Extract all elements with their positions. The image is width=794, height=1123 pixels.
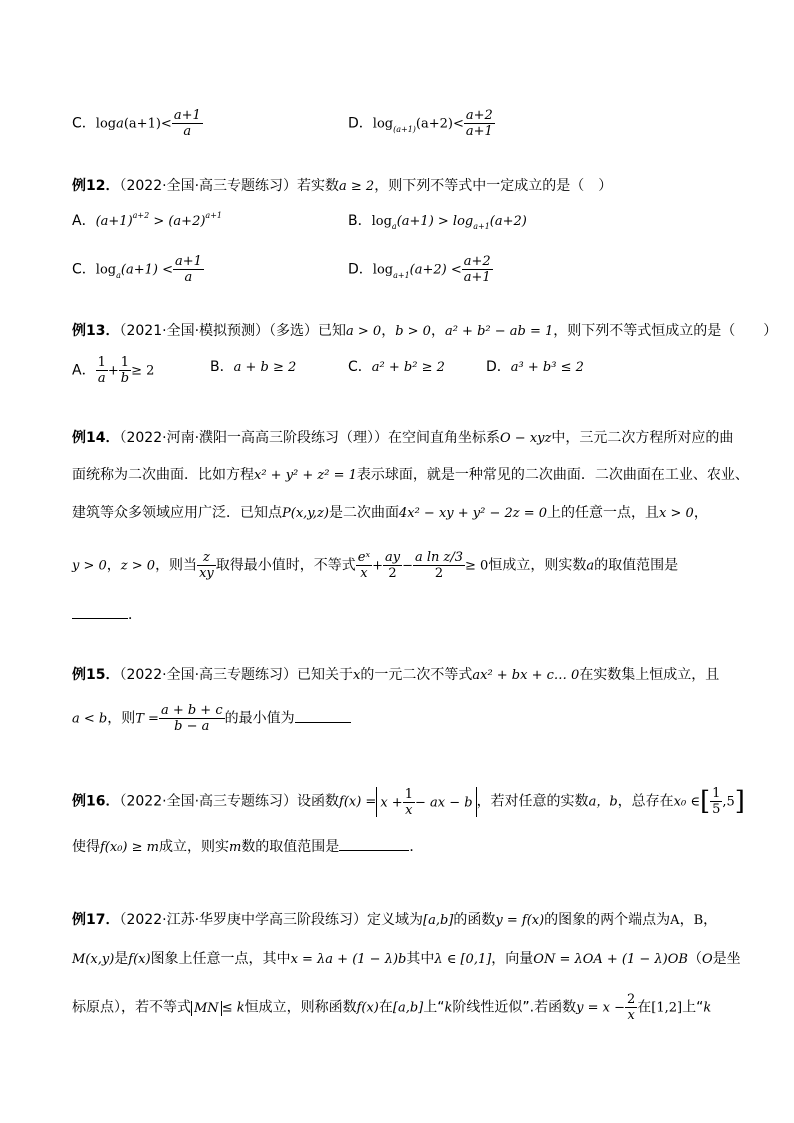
text: 是二次曲面 — [328, 505, 399, 521]
example-12-option-a — [72, 212, 222, 232]
text: 的取值范围是 — [594, 557, 679, 574]
text: 在空间直角坐标系 — [388, 430, 501, 446]
example-13-option-d — [486, 358, 584, 377]
math-subscript: a+1 — [473, 222, 490, 231]
text: 在 — [378, 999, 393, 1016]
math: M(x,y) — [72, 952, 115, 967]
example-13-option-a — [72, 355, 154, 386]
text: 图象上任意一点，其中 — [150, 951, 291, 967]
fraction — [462, 254, 493, 285]
math: > (a+2) — [149, 214, 206, 229]
math: a + b ≥ 2 — [233, 360, 297, 375]
text: 取得最小值时，不等式 — [215, 557, 356, 574]
fraction — [710, 786, 722, 817]
math: log — [371, 214, 392, 229]
numerator: 1 — [404, 786, 413, 802]
example-12-option-c — [72, 254, 204, 285]
example-15-line-2 — [72, 703, 351, 734]
example-13-option-b — [210, 358, 296, 377]
option-label: D． — [348, 261, 373, 278]
text: 定义域为 — [367, 912, 424, 928]
text: ，则下列不等式中一定成立的是（ ） — [374, 178, 613, 194]
math: z > 0 — [120, 558, 156, 574]
answer-blank[interactable] — [72, 604, 128, 619]
numerator: a ln z/3 — [414, 550, 464, 565]
denominator: a+1 — [463, 270, 491, 285]
option-label: C． — [72, 115, 96, 132]
math: k — [703, 1000, 712, 1016]
example-source: （2022·全国·高三专题练习） — [119, 667, 298, 683]
math: a < b — [72, 711, 108, 727]
text: 在 — [637, 999, 652, 1016]
math: ≥ 2 — [131, 363, 155, 379]
fraction — [172, 108, 203, 139]
text: 设函数 — [297, 793, 340, 810]
fraction — [413, 550, 465, 581]
math: f(x) — [128, 952, 151, 967]
example-14-line-2 — [72, 466, 749, 485]
math: a² + b² − ab = 1 — [444, 324, 554, 339]
math: O − xyz — [500, 431, 552, 446]
math: m — [228, 840, 242, 855]
option-label: B． — [210, 359, 234, 375]
text: 在实数集上恒成立，且 — [579, 667, 720, 683]
text: ，则 — [107, 710, 136, 727]
option-label: B． — [348, 213, 372, 229]
example-13-question — [72, 322, 777, 341]
math: x > 0 — [659, 506, 694, 521]
math: b > 0 — [395, 324, 431, 339]
denominator: 5 — [712, 802, 721, 817]
text: ，则当 — [155, 557, 198, 574]
numerator: 1 — [712, 786, 721, 801]
text: ． — [409, 839, 424, 855]
text: 标原点），若不等式 — [72, 999, 191, 1016]
math: MN — [191, 1001, 222, 1016]
math: ≤ k — [221, 1000, 245, 1016]
example-17-line-2 — [72, 950, 741, 969]
math: log — [372, 262, 394, 278]
fraction — [197, 550, 216, 581]
option-label: A． — [72, 362, 96, 379]
numerator: 1 — [97, 355, 106, 370]
fraction — [119, 355, 131, 386]
numerator: a + b + c — [160, 703, 223, 718]
math-superscript: a+1 — [205, 211, 222, 220]
example-16-line-1 — [72, 786, 745, 817]
denominator: 2 — [388, 566, 397, 581]
text: ，向量 — [491, 951, 534, 967]
denominator: x — [627, 1008, 635, 1023]
fraction — [625, 992, 637, 1023]
math: ax² + bx + c… 0 — [472, 668, 580, 683]
example-source: （2022·河南·濮阳一高高三阶段练习（理）） — [119, 430, 389, 446]
math: log — [95, 262, 117, 278]
math: [a,b] — [392, 1000, 424, 1016]
math: a ≥ 2 — [339, 179, 375, 194]
numerator: ay — [384, 550, 401, 565]
text: ，若对任意的实数 — [476, 793, 589, 810]
text: 的一元二次不等式 — [360, 667, 473, 683]
denominator: b − a — [174, 719, 210, 734]
text: 数的取值范围是 — [241, 839, 340, 855]
math: + — [372, 558, 383, 574]
example-13-option-c — [348, 358, 445, 377]
math: k — [444, 1000, 453, 1016]
text: ，总存在 — [617, 793, 674, 810]
option-label: C． — [348, 359, 372, 375]
prev-option-c — [72, 108, 203, 139]
math: λ ∈ [0,1] — [434, 952, 492, 967]
math: a² + b² ≥ 2 — [371, 360, 445, 375]
math: f(x) — [356, 1000, 379, 1016]
example-title: 例16． — [72, 793, 120, 810]
fraction — [383, 550, 402, 581]
math: (a+2) — [489, 214, 527, 229]
text: ，则下列不等式恒成立的是（ ） — [553, 323, 778, 339]
numerator: a+2 — [465, 108, 493, 123]
text: 恒成立，则称函数 — [244, 999, 357, 1016]
text: 中，三元二次方程所对应的曲 — [551, 430, 734, 446]
text: （ — [687, 951, 702, 967]
option-label: C． — [72, 261, 96, 278]
example-title: 例13． — [72, 323, 120, 339]
example-17-line-1 — [72, 911, 717, 930]
math: x² + y² + z² = 1 — [254, 468, 357, 483]
math: B — [693, 913, 704, 928]
example-14-line-1 — [72, 429, 733, 448]
math: [1,2] — [651, 1000, 683, 1016]
math: f(x₀) ≥ m — [100, 840, 159, 855]
text: ， — [430, 323, 445, 339]
math: (a+1) > log — [396, 214, 474, 229]
math: a > 0 — [346, 324, 382, 339]
text: 上的任意一点，且 — [547, 505, 660, 521]
numerator: a+2 — [463, 254, 491, 269]
example-title: 例12． — [72, 178, 120, 194]
example-title: 例14． — [72, 430, 120, 446]
math: a，b — [588, 794, 618, 810]
text: 的函数 — [453, 912, 496, 928]
denominator: x — [405, 802, 413, 818]
text: 使得 — [72, 839, 100, 855]
text: ， — [693, 505, 708, 521]
answer-blank[interactable] — [339, 836, 409, 851]
text: 成立，则实 — [158, 839, 229, 855]
math: log — [95, 116, 117, 132]
math: x + — [380, 795, 403, 810]
text: 的图象的两个端点为 — [544, 912, 671, 928]
fraction — [464, 108, 495, 139]
math: (a+2)< — [415, 116, 464, 132]
prev-option-d — [348, 108, 495, 139]
option-label: D． — [486, 359, 511, 375]
option-label: D． — [348, 115, 373, 132]
math-subscript: (a+1) — [393, 124, 416, 134]
math-subscript: a+1 — [393, 270, 410, 280]
math: A — [670, 913, 680, 928]
math: a³ + b³ ≤ 2 — [510, 360, 584, 375]
math-subscript: a — [116, 270, 121, 280]
text: 已知 — [318, 323, 347, 339]
text: 的最小值为 — [224, 710, 295, 727]
example-source: （2021·全国·模拟预测）（多选） — [119, 323, 319, 339]
denominator: a+1 — [465, 124, 493, 139]
math-superscript: a+2 — [132, 211, 150, 220]
text: 面统称为二次曲面．比如方程 — [72, 467, 254, 483]
example-14-line-3 — [72, 504, 708, 523]
numerator: z — [197, 550, 216, 566]
left-bracket: [ — [699, 786, 711, 817]
numerator: eˣ — [357, 550, 371, 565]
text: 其中 — [406, 951, 435, 967]
denominator: xy — [199, 566, 214, 581]
math: ,5 — [722, 794, 735, 810]
example-source: （2022·全国·高三专题练习） — [119, 178, 298, 194]
math: a — [116, 116, 124, 132]
math: log — [372, 116, 394, 132]
math: a — [586, 558, 595, 574]
math: f(x) = — [339, 794, 377, 810]
math: x = λa + (1 − λ)b — [290, 952, 407, 967]
numerator: 1 — [119, 355, 131, 371]
text: 若实数 — [297, 178, 340, 194]
math: (a+1) — [95, 214, 133, 229]
option-label: A． — [72, 213, 96, 229]
denominator: a — [183, 124, 192, 139]
text: ， — [703, 912, 718, 928]
example-12-option-b — [348, 212, 527, 232]
text: 阶线性近似”.若函数 — [452, 999, 577, 1016]
numerator: a+1 — [173, 108, 201, 123]
math: x — [353, 668, 361, 683]
math: − ax − b — [414, 795, 473, 810]
denominator: 2 — [434, 566, 444, 581]
math: + — [107, 363, 119, 379]
math: T = — [135, 711, 159, 727]
text: ， — [679, 912, 694, 928]
example-12-option-d — [348, 254, 493, 285]
fraction — [173, 254, 204, 285]
math: y > 0 — [72, 558, 107, 574]
text: 上“ — [682, 999, 704, 1016]
example-14-line-4 — [72, 550, 678, 581]
math: (a+1)< — [123, 116, 172, 132]
math: ON = λOA + (1 − λ)OB — [533, 952, 688, 967]
example-title: 例15． — [72, 667, 120, 683]
example-source: （2022·江苏·华罗庚中学高三阶段练习） — [119, 912, 368, 928]
math-subscript: a — [391, 222, 397, 231]
text: ， — [106, 557, 121, 574]
fraction — [96, 355, 108, 386]
denominator: a — [184, 270, 193, 285]
math: y = f(x) — [495, 913, 545, 928]
text: 是 — [114, 951, 129, 967]
denominator: a — [97, 371, 106, 386]
math: [a,b] — [423, 913, 454, 928]
text: 恒成立，则实数 — [488, 557, 587, 574]
text: 表示球面，就是一种常见的二次曲面．二次曲面在工业、农业、 — [356, 467, 749, 483]
math: 4x² − xy + y² − 2z = 0 — [398, 506, 548, 521]
math: ≥ 0 — [465, 558, 489, 574]
text: ， — [381, 323, 396, 339]
example-17-line-3 — [72, 992, 711, 1023]
fraction — [159, 703, 225, 734]
math: O — [701, 952, 713, 967]
math: (a+2) < — [409, 262, 462, 278]
absolute-value — [376, 787, 476, 817]
text: 是坐 — [712, 951, 741, 967]
math: P(x,y,z) — [282, 506, 329, 521]
fraction — [403, 787, 415, 818]
math: y = x − — [576, 1000, 625, 1016]
example-12-question — [72, 177, 612, 196]
math: − — [402, 558, 413, 574]
example-15-line-1 — [72, 666, 719, 685]
numerator: 2 — [626, 992, 636, 1007]
example-source: （2022·全国·高三专题练习） — [119, 793, 298, 810]
text: 已知关于 — [297, 667, 354, 683]
text: 建筑等众多领域应用广泛．已知点 — [72, 505, 282, 521]
fraction — [356, 550, 372, 581]
example-14-line-5 — [72, 604, 142, 624]
math: (a+1) < — [120, 262, 173, 278]
math: x₀ ∈ — [673, 794, 700, 810]
example-title: 例17． — [72, 912, 120, 928]
example-16-line-2 — [72, 836, 423, 857]
denominator: x — [360, 566, 368, 581]
numerator: a+1 — [174, 254, 202, 269]
right-bracket: ] — [734, 786, 745, 817]
text: 上“ — [423, 999, 445, 1016]
denominator: b — [120, 371, 130, 386]
text: ． — [128, 607, 142, 623]
answer-blank[interactable] — [295, 708, 351, 723]
